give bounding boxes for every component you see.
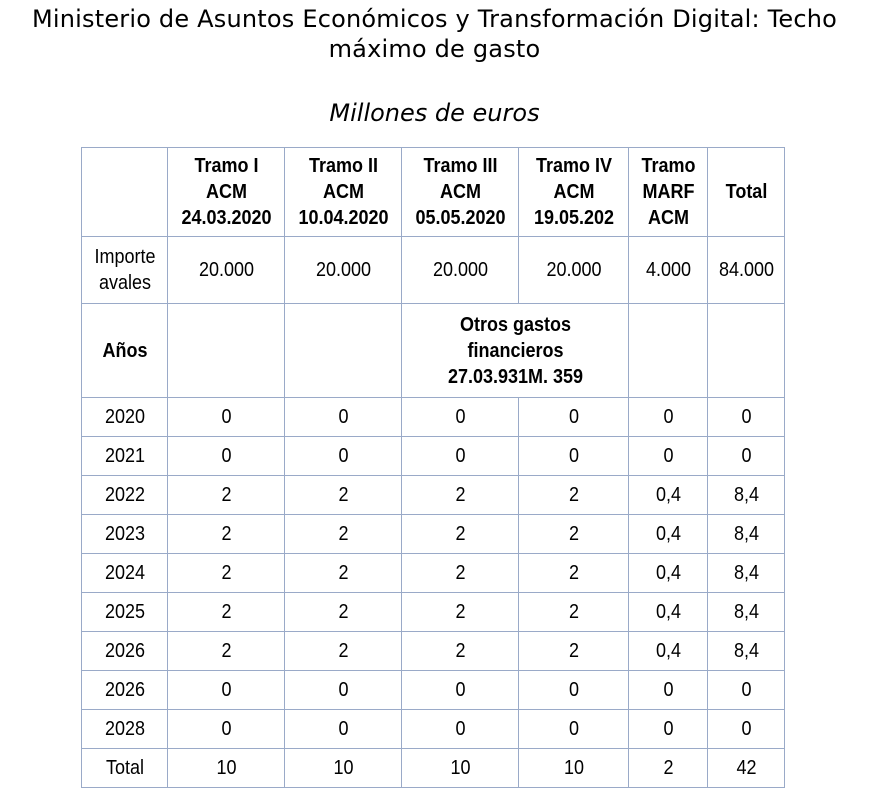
year-total: 8,4 (711, 554, 780, 593)
anos-empty-cell (173, 304, 278, 398)
header-line: Tramo II (308, 155, 378, 177)
year-row (82, 671, 785, 710)
total-value: 2 (632, 749, 703, 788)
header-tramo-iv (524, 148, 623, 237)
year-value: 0 (407, 710, 512, 749)
header-line: ACM (205, 181, 247, 203)
importe-value: 4.000 (632, 237, 703, 304)
header-line: 05.05.2020 (414, 207, 506, 229)
header-empty-cell (86, 148, 163, 237)
header-line: 10.04.2020 (297, 207, 389, 229)
year-total: 0 (711, 437, 780, 476)
header-line: Tramo III (422, 155, 498, 177)
note-line: financieros (466, 339, 564, 362)
year-row (82, 398, 785, 437)
note-line: 27.03.931M. 359 (447, 365, 583, 388)
anos-label: Años (86, 304, 163, 398)
year-value: 0 (524, 437, 623, 476)
year-row (82, 515, 785, 554)
total-value: 10 (173, 749, 278, 788)
year-value: 0 (632, 710, 703, 749)
table-header-row (82, 148, 785, 237)
importe-avales-label (86, 237, 163, 304)
year-value: 2 (524, 554, 623, 593)
year-value: 0,4 (632, 515, 703, 554)
total-row (82, 749, 785, 788)
year-value: 2 (290, 476, 395, 515)
year-value: 0 (524, 398, 623, 437)
year-value: 2 (173, 515, 278, 554)
header-line: 19.05.202 (533, 207, 614, 229)
year-value: 2 (290, 632, 395, 671)
year-value: 2 (407, 593, 512, 632)
header-line: ACM (647, 207, 689, 229)
note-line: Otros gastos (459, 313, 571, 336)
total-label: Total (86, 749, 163, 788)
spending-ceiling-table (81, 147, 785, 788)
year-value: 2 (524, 476, 623, 515)
year-row (82, 554, 785, 593)
year-value: 2 (290, 554, 395, 593)
year-value: 0 (173, 671, 278, 710)
document-title-line-1: Ministerio de Asuntos Económicos y Transformación Digital: Techo (31, 5, 838, 33)
year-label: 2020 (86, 398, 163, 437)
header-line: Tramo (640, 155, 696, 177)
year-value: 2 (407, 632, 512, 671)
year-label: 2021 (86, 437, 163, 476)
anos-empty-cell (632, 304, 703, 398)
year-value: 2 (290, 515, 395, 554)
year-total: 0 (711, 671, 780, 710)
document-title (0, 4, 869, 64)
importe-value: 20.000 (173, 237, 278, 304)
year-value: 0 (173, 710, 278, 749)
year-value: 0 (290, 398, 395, 437)
header-tramo-i (173, 148, 278, 237)
header-line: Tramo I (193, 155, 259, 177)
year-label: 2028 (86, 710, 163, 749)
year-value: 2 (524, 593, 623, 632)
year-value: 0,4 (632, 554, 703, 593)
year-label: 2026 (86, 632, 163, 671)
header-total: Total (711, 148, 780, 237)
year-value: 2 (407, 554, 512, 593)
year-value: 0,4 (632, 593, 703, 632)
importe-label-line: Importe (93, 246, 156, 268)
year-row (82, 437, 785, 476)
year-value: 0 (173, 437, 278, 476)
year-total: 8,4 (711, 515, 780, 554)
total-value: 10 (407, 749, 512, 788)
header-line: Tramo IV (535, 155, 612, 177)
year-row (82, 476, 785, 515)
year-value: 0 (407, 671, 512, 710)
total-value: 10 (524, 749, 623, 788)
year-value: 2 (173, 593, 278, 632)
year-value: 2 (290, 593, 395, 632)
year-value: 0 (290, 710, 395, 749)
year-label: 2025 (86, 593, 163, 632)
year-label: 2023 (86, 515, 163, 554)
year-value: 0 (407, 437, 512, 476)
year-label: 2026 (86, 671, 163, 710)
year-value: 0 (632, 398, 703, 437)
year-total: 8,4 (711, 593, 780, 632)
units-subtitle: Millones de euros (329, 99, 540, 127)
otros-gastos-note (413, 304, 617, 398)
importe-value: 20.000 (524, 237, 623, 304)
year-row (82, 710, 785, 749)
year-value: 2 (524, 632, 623, 671)
header-line: ACM (322, 181, 364, 203)
importe-label-line: avales (98, 272, 151, 294)
year-value: 2 (173, 632, 278, 671)
grand-total-value: 42 (711, 749, 780, 788)
header-line: 24.03.2020 (180, 207, 272, 229)
header-line: MARF (641, 181, 694, 203)
year-total: 8,4 (711, 632, 780, 671)
importe-value: 20.000 (290, 237, 395, 304)
year-value: 0 (407, 398, 512, 437)
document-title-line-2: máximo de gasto (328, 35, 541, 63)
total-value: 10 (290, 749, 395, 788)
year-value: 2 (524, 515, 623, 554)
year-total: 8,4 (711, 476, 780, 515)
year-total: 0 (711, 710, 780, 749)
year-value: 0 (632, 671, 703, 710)
anos-header-row (82, 304, 785, 398)
year-value: 0 (290, 437, 395, 476)
header-tramo-ii (290, 148, 395, 237)
year-value: 0,4 (632, 476, 703, 515)
year-value: 2 (407, 476, 512, 515)
year-value: 0,4 (632, 632, 703, 671)
year-value: 2 (173, 476, 278, 515)
year-value: 2 (407, 515, 512, 554)
year-value: 0 (524, 710, 623, 749)
year-value: 0 (524, 671, 623, 710)
year-value: 2 (173, 554, 278, 593)
year-value: 0 (290, 671, 395, 710)
year-total: 0 (711, 398, 780, 437)
importe-total-value: 84.000 (711, 237, 780, 304)
year-label: 2024 (86, 554, 163, 593)
anos-empty-cell (290, 304, 395, 398)
year-value: 0 (173, 398, 278, 437)
importe-value: 20.000 (407, 237, 512, 304)
header-tramo-iii (407, 148, 512, 237)
header-tramo-marf (632, 148, 703, 237)
header-line: ACM (439, 181, 481, 203)
year-row (82, 632, 785, 671)
year-row (82, 593, 785, 632)
year-value: 0 (632, 437, 703, 476)
importe-avales-row (82, 237, 785, 304)
year-label: 2022 (86, 476, 163, 515)
anos-empty-cell (711, 304, 780, 398)
header-line: ACM (552, 181, 594, 203)
